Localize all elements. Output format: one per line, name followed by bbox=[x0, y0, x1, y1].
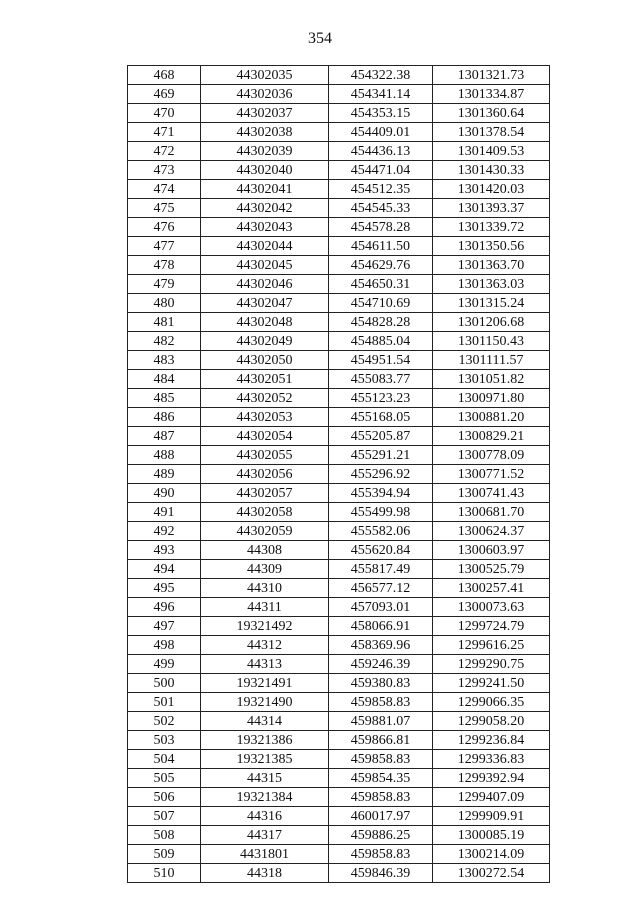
point-id-cell: 44302055 bbox=[201, 446, 329, 465]
x-coordinate-cell: 459886.25 bbox=[329, 826, 433, 845]
y-coordinate-cell: 1301378.54 bbox=[433, 123, 550, 142]
table-row bbox=[128, 750, 550, 769]
point-id-cell: 44311 bbox=[201, 598, 329, 617]
point-id-cell: 44314 bbox=[201, 712, 329, 731]
coordinates-table bbox=[127, 65, 550, 883]
x-coordinate-cell: 460017.97 bbox=[329, 807, 433, 826]
x-coordinate-cell: 458369.96 bbox=[329, 636, 433, 655]
x-coordinate-cell: 455499.98 bbox=[329, 503, 433, 522]
x-coordinate-cell: 459858.83 bbox=[329, 750, 433, 769]
x-coordinate-cell: 454578.28 bbox=[329, 218, 433, 237]
point-id-cell: 44302047 bbox=[201, 294, 329, 313]
table-row bbox=[128, 313, 550, 332]
table-row bbox=[128, 541, 550, 560]
row-number-cell: 485 bbox=[128, 389, 201, 408]
y-coordinate-cell: 1300257.41 bbox=[433, 579, 550, 598]
x-coordinate-cell: 459866.81 bbox=[329, 731, 433, 750]
y-coordinate-cell: 1301420.03 bbox=[433, 180, 550, 199]
row-number-cell: 506 bbox=[128, 788, 201, 807]
x-coordinate-cell: 454828.28 bbox=[329, 313, 433, 332]
x-coordinate-cell: 454629.76 bbox=[329, 256, 433, 275]
row-number-cell: 478 bbox=[128, 256, 201, 275]
row-number-cell: 494 bbox=[128, 560, 201, 579]
table-row bbox=[128, 256, 550, 275]
table-row bbox=[128, 180, 550, 199]
point-id-cell: 44302041 bbox=[201, 180, 329, 199]
point-id-cell: 44302049 bbox=[201, 332, 329, 351]
row-number-cell: 470 bbox=[128, 104, 201, 123]
row-number-cell: 474 bbox=[128, 180, 201, 199]
point-id-cell: 44302053 bbox=[201, 408, 329, 427]
point-id-cell: 44309 bbox=[201, 560, 329, 579]
table-row bbox=[128, 161, 550, 180]
row-number-cell: 489 bbox=[128, 465, 201, 484]
table-row bbox=[128, 85, 550, 104]
y-coordinate-cell: 1300771.52 bbox=[433, 465, 550, 484]
table-row bbox=[128, 674, 550, 693]
point-id-cell: 44302037 bbox=[201, 104, 329, 123]
point-id-cell: 44302050 bbox=[201, 351, 329, 370]
x-coordinate-cell: 454436.13 bbox=[329, 142, 433, 161]
x-coordinate-cell: 459380.83 bbox=[329, 674, 433, 693]
row-number-cell: 497 bbox=[128, 617, 201, 636]
point-id-cell: 4431801 bbox=[201, 845, 329, 864]
table-row bbox=[128, 503, 550, 522]
y-coordinate-cell: 1300778.09 bbox=[433, 446, 550, 465]
point-id-cell: 19321385 bbox=[201, 750, 329, 769]
y-coordinate-cell: 1301150.43 bbox=[433, 332, 550, 351]
row-number-cell: 502 bbox=[128, 712, 201, 731]
y-coordinate-cell: 1300829.21 bbox=[433, 427, 550, 446]
row-number-cell: 498 bbox=[128, 636, 201, 655]
table-row bbox=[128, 370, 550, 389]
row-number-cell: 481 bbox=[128, 313, 201, 332]
point-id-cell: 44310 bbox=[201, 579, 329, 598]
row-number-cell: 507 bbox=[128, 807, 201, 826]
y-coordinate-cell: 1300272.54 bbox=[433, 864, 550, 883]
point-id-cell: 44302039 bbox=[201, 142, 329, 161]
table-row bbox=[128, 199, 550, 218]
row-number-cell: 496 bbox=[128, 598, 201, 617]
point-id-cell: 44302043 bbox=[201, 218, 329, 237]
table-row bbox=[128, 408, 550, 427]
x-coordinate-cell: 454512.35 bbox=[329, 180, 433, 199]
y-coordinate-cell: 1300741.43 bbox=[433, 484, 550, 503]
table-row bbox=[128, 465, 550, 484]
x-coordinate-cell: 455817.49 bbox=[329, 560, 433, 579]
table-row bbox=[128, 104, 550, 123]
y-coordinate-cell: 1301339.72 bbox=[433, 218, 550, 237]
row-number-cell: 477 bbox=[128, 237, 201, 256]
table-row bbox=[128, 484, 550, 503]
x-coordinate-cell: 459246.39 bbox=[329, 655, 433, 674]
y-coordinate-cell: 1301360.64 bbox=[433, 104, 550, 123]
point-id-cell: 44302048 bbox=[201, 313, 329, 332]
table-row bbox=[128, 636, 550, 655]
y-coordinate-cell: 1299724.79 bbox=[433, 617, 550, 636]
y-coordinate-cell: 1300971.80 bbox=[433, 389, 550, 408]
table-row bbox=[128, 294, 550, 313]
point-id-cell: 19321386 bbox=[201, 731, 329, 750]
table-row bbox=[128, 693, 550, 712]
y-coordinate-cell: 1299241.50 bbox=[433, 674, 550, 693]
table-row bbox=[128, 218, 550, 237]
point-id-cell: 44315 bbox=[201, 769, 329, 788]
point-id-cell: 44318 bbox=[201, 864, 329, 883]
table-row bbox=[128, 142, 550, 161]
point-id-cell: 44302057 bbox=[201, 484, 329, 503]
row-number-cell: 488 bbox=[128, 446, 201, 465]
row-number-cell: 469 bbox=[128, 85, 201, 104]
row-number-cell: 509 bbox=[128, 845, 201, 864]
y-coordinate-cell: 1301206.68 bbox=[433, 313, 550, 332]
point-id-cell: 44302058 bbox=[201, 503, 329, 522]
x-coordinate-cell: 459881.07 bbox=[329, 712, 433, 731]
table-row bbox=[128, 598, 550, 617]
row-number-cell: 504 bbox=[128, 750, 201, 769]
row-number-cell: 471 bbox=[128, 123, 201, 142]
point-id-cell: 19321384 bbox=[201, 788, 329, 807]
row-number-cell: 479 bbox=[128, 275, 201, 294]
table-row bbox=[128, 237, 550, 256]
point-id-cell: 44302042 bbox=[201, 199, 329, 218]
y-coordinate-cell: 1299236.84 bbox=[433, 731, 550, 750]
y-coordinate-cell: 1300073.63 bbox=[433, 598, 550, 617]
y-coordinate-cell: 1299058.20 bbox=[433, 712, 550, 731]
point-id-cell: 44316 bbox=[201, 807, 329, 826]
x-coordinate-cell: 455291.21 bbox=[329, 446, 433, 465]
point-id-cell: 44308 bbox=[201, 541, 329, 560]
table-row bbox=[128, 351, 550, 370]
y-coordinate-cell: 1301363.70 bbox=[433, 256, 550, 275]
table-row bbox=[128, 864, 550, 883]
table-row bbox=[128, 788, 550, 807]
point-id-cell: 44302044 bbox=[201, 237, 329, 256]
x-coordinate-cell: 457093.01 bbox=[329, 598, 433, 617]
table-row bbox=[128, 845, 550, 864]
table-row bbox=[128, 123, 550, 142]
table-row bbox=[128, 389, 550, 408]
y-coordinate-cell: 1300085.19 bbox=[433, 826, 550, 845]
x-coordinate-cell: 455205.87 bbox=[329, 427, 433, 446]
point-id-cell: 44302040 bbox=[201, 161, 329, 180]
x-coordinate-cell: 454885.04 bbox=[329, 332, 433, 351]
y-coordinate-cell: 1301409.53 bbox=[433, 142, 550, 161]
point-id-cell: 44302054 bbox=[201, 427, 329, 446]
x-coordinate-cell: 454409.01 bbox=[329, 123, 433, 142]
table-row bbox=[128, 427, 550, 446]
x-coordinate-cell: 454710.69 bbox=[329, 294, 433, 313]
point-id-cell: 44313 bbox=[201, 655, 329, 674]
y-coordinate-cell: 1301051.82 bbox=[433, 370, 550, 389]
x-coordinate-cell: 458066.91 bbox=[329, 617, 433, 636]
x-coordinate-cell: 459846.39 bbox=[329, 864, 433, 883]
point-id-cell: 44302036 bbox=[201, 85, 329, 104]
row-number-cell: 468 bbox=[128, 66, 201, 85]
y-coordinate-cell: 1301363.03 bbox=[433, 275, 550, 294]
table-row bbox=[128, 275, 550, 294]
y-coordinate-cell: 1299909.91 bbox=[433, 807, 550, 826]
table-row bbox=[128, 655, 550, 674]
table-row bbox=[128, 731, 550, 750]
x-coordinate-cell: 459858.83 bbox=[329, 845, 433, 864]
y-coordinate-cell: 1301393.37 bbox=[433, 199, 550, 218]
page-number: 354 bbox=[308, 30, 332, 47]
y-coordinate-cell: 1299290.75 bbox=[433, 655, 550, 674]
row-number-cell: 499 bbox=[128, 655, 201, 674]
row-number-cell: 476 bbox=[128, 218, 201, 237]
x-coordinate-cell: 454322.38 bbox=[329, 66, 433, 85]
x-coordinate-cell: 454471.04 bbox=[329, 161, 433, 180]
y-coordinate-cell: 1299392.94 bbox=[433, 769, 550, 788]
point-id-cell: 44302045 bbox=[201, 256, 329, 275]
x-coordinate-cell: 454650.31 bbox=[329, 275, 433, 294]
row-number-cell: 492 bbox=[128, 522, 201, 541]
point-id-cell: 44302038 bbox=[201, 123, 329, 142]
y-coordinate-cell: 1300214.09 bbox=[433, 845, 550, 864]
y-coordinate-cell: 1301334.87 bbox=[433, 85, 550, 104]
row-number-cell: 505 bbox=[128, 769, 201, 788]
row-number-cell: 500 bbox=[128, 674, 201, 693]
point-id-cell: 44312 bbox=[201, 636, 329, 655]
y-coordinate-cell: 1301315.24 bbox=[433, 294, 550, 313]
x-coordinate-cell: 455168.05 bbox=[329, 408, 433, 427]
row-number-cell: 484 bbox=[128, 370, 201, 389]
y-coordinate-cell: 1299336.83 bbox=[433, 750, 550, 769]
point-id-cell: 19321490 bbox=[201, 693, 329, 712]
x-coordinate-cell: 455394.94 bbox=[329, 484, 433, 503]
x-coordinate-cell: 459858.83 bbox=[329, 788, 433, 807]
y-coordinate-cell: 1300603.97 bbox=[433, 541, 550, 560]
x-coordinate-cell: 455123.23 bbox=[329, 389, 433, 408]
x-coordinate-cell: 455620.84 bbox=[329, 541, 433, 560]
row-number-cell: 495 bbox=[128, 579, 201, 598]
y-coordinate-cell: 1300681.70 bbox=[433, 503, 550, 522]
x-coordinate-cell: 455083.77 bbox=[329, 370, 433, 389]
point-id-cell: 44317 bbox=[201, 826, 329, 845]
point-id-cell: 19321491 bbox=[201, 674, 329, 693]
table-row bbox=[128, 446, 550, 465]
row-number-cell: 486 bbox=[128, 408, 201, 427]
y-coordinate-cell: 1300624.37 bbox=[433, 522, 550, 541]
x-coordinate-cell: 454353.15 bbox=[329, 104, 433, 123]
row-number-cell: 482 bbox=[128, 332, 201, 351]
table-row bbox=[128, 712, 550, 731]
y-coordinate-cell: 1301321.73 bbox=[433, 66, 550, 85]
row-number-cell: 475 bbox=[128, 199, 201, 218]
y-coordinate-cell: 1301350.56 bbox=[433, 237, 550, 256]
point-id-cell: 44302059 bbox=[201, 522, 329, 541]
coordinates-table-body bbox=[128, 66, 550, 883]
x-coordinate-cell: 456577.12 bbox=[329, 579, 433, 598]
x-coordinate-cell: 459858.83 bbox=[329, 693, 433, 712]
table-row bbox=[128, 66, 550, 85]
y-coordinate-cell: 1299066.35 bbox=[433, 693, 550, 712]
table-row bbox=[128, 826, 550, 845]
row-number-cell: 490 bbox=[128, 484, 201, 503]
x-coordinate-cell: 455582.06 bbox=[329, 522, 433, 541]
x-coordinate-cell: 454545.33 bbox=[329, 199, 433, 218]
row-number-cell: 501 bbox=[128, 693, 201, 712]
point-id-cell: 44302051 bbox=[201, 370, 329, 389]
y-coordinate-cell: 1299616.25 bbox=[433, 636, 550, 655]
x-coordinate-cell: 454611.50 bbox=[329, 237, 433, 256]
y-coordinate-cell: 1300881.20 bbox=[433, 408, 550, 427]
table-row bbox=[128, 617, 550, 636]
table-row bbox=[128, 769, 550, 788]
x-coordinate-cell: 455296.92 bbox=[329, 465, 433, 484]
x-coordinate-cell: 454951.54 bbox=[329, 351, 433, 370]
row-number-cell: 487 bbox=[128, 427, 201, 446]
y-coordinate-cell: 1301430.33 bbox=[433, 161, 550, 180]
table-row bbox=[128, 332, 550, 351]
point-id-cell: 44302056 bbox=[201, 465, 329, 484]
point-id-cell: 44302046 bbox=[201, 275, 329, 294]
table-row bbox=[128, 807, 550, 826]
row-number-cell: 503 bbox=[128, 731, 201, 750]
row-number-cell: 480 bbox=[128, 294, 201, 313]
y-coordinate-cell: 1299407.09 bbox=[433, 788, 550, 807]
table-row bbox=[128, 579, 550, 598]
point-id-cell: 44302035 bbox=[201, 66, 329, 85]
row-number-cell: 472 bbox=[128, 142, 201, 161]
table-row bbox=[128, 522, 550, 541]
row-number-cell: 510 bbox=[128, 864, 201, 883]
x-coordinate-cell: 459854.35 bbox=[329, 769, 433, 788]
row-number-cell: 473 bbox=[128, 161, 201, 180]
y-coordinate-cell: 1301111.57 bbox=[433, 351, 550, 370]
point-id-cell: 44302052 bbox=[201, 389, 329, 408]
table-row bbox=[128, 560, 550, 579]
row-number-cell: 493 bbox=[128, 541, 201, 560]
row-number-cell: 483 bbox=[128, 351, 201, 370]
row-number-cell: 491 bbox=[128, 503, 201, 522]
point-id-cell: 19321492 bbox=[201, 617, 329, 636]
y-coordinate-cell: 1300525.79 bbox=[433, 560, 550, 579]
x-coordinate-cell: 454341.14 bbox=[329, 85, 433, 104]
row-number-cell: 508 bbox=[128, 826, 201, 845]
